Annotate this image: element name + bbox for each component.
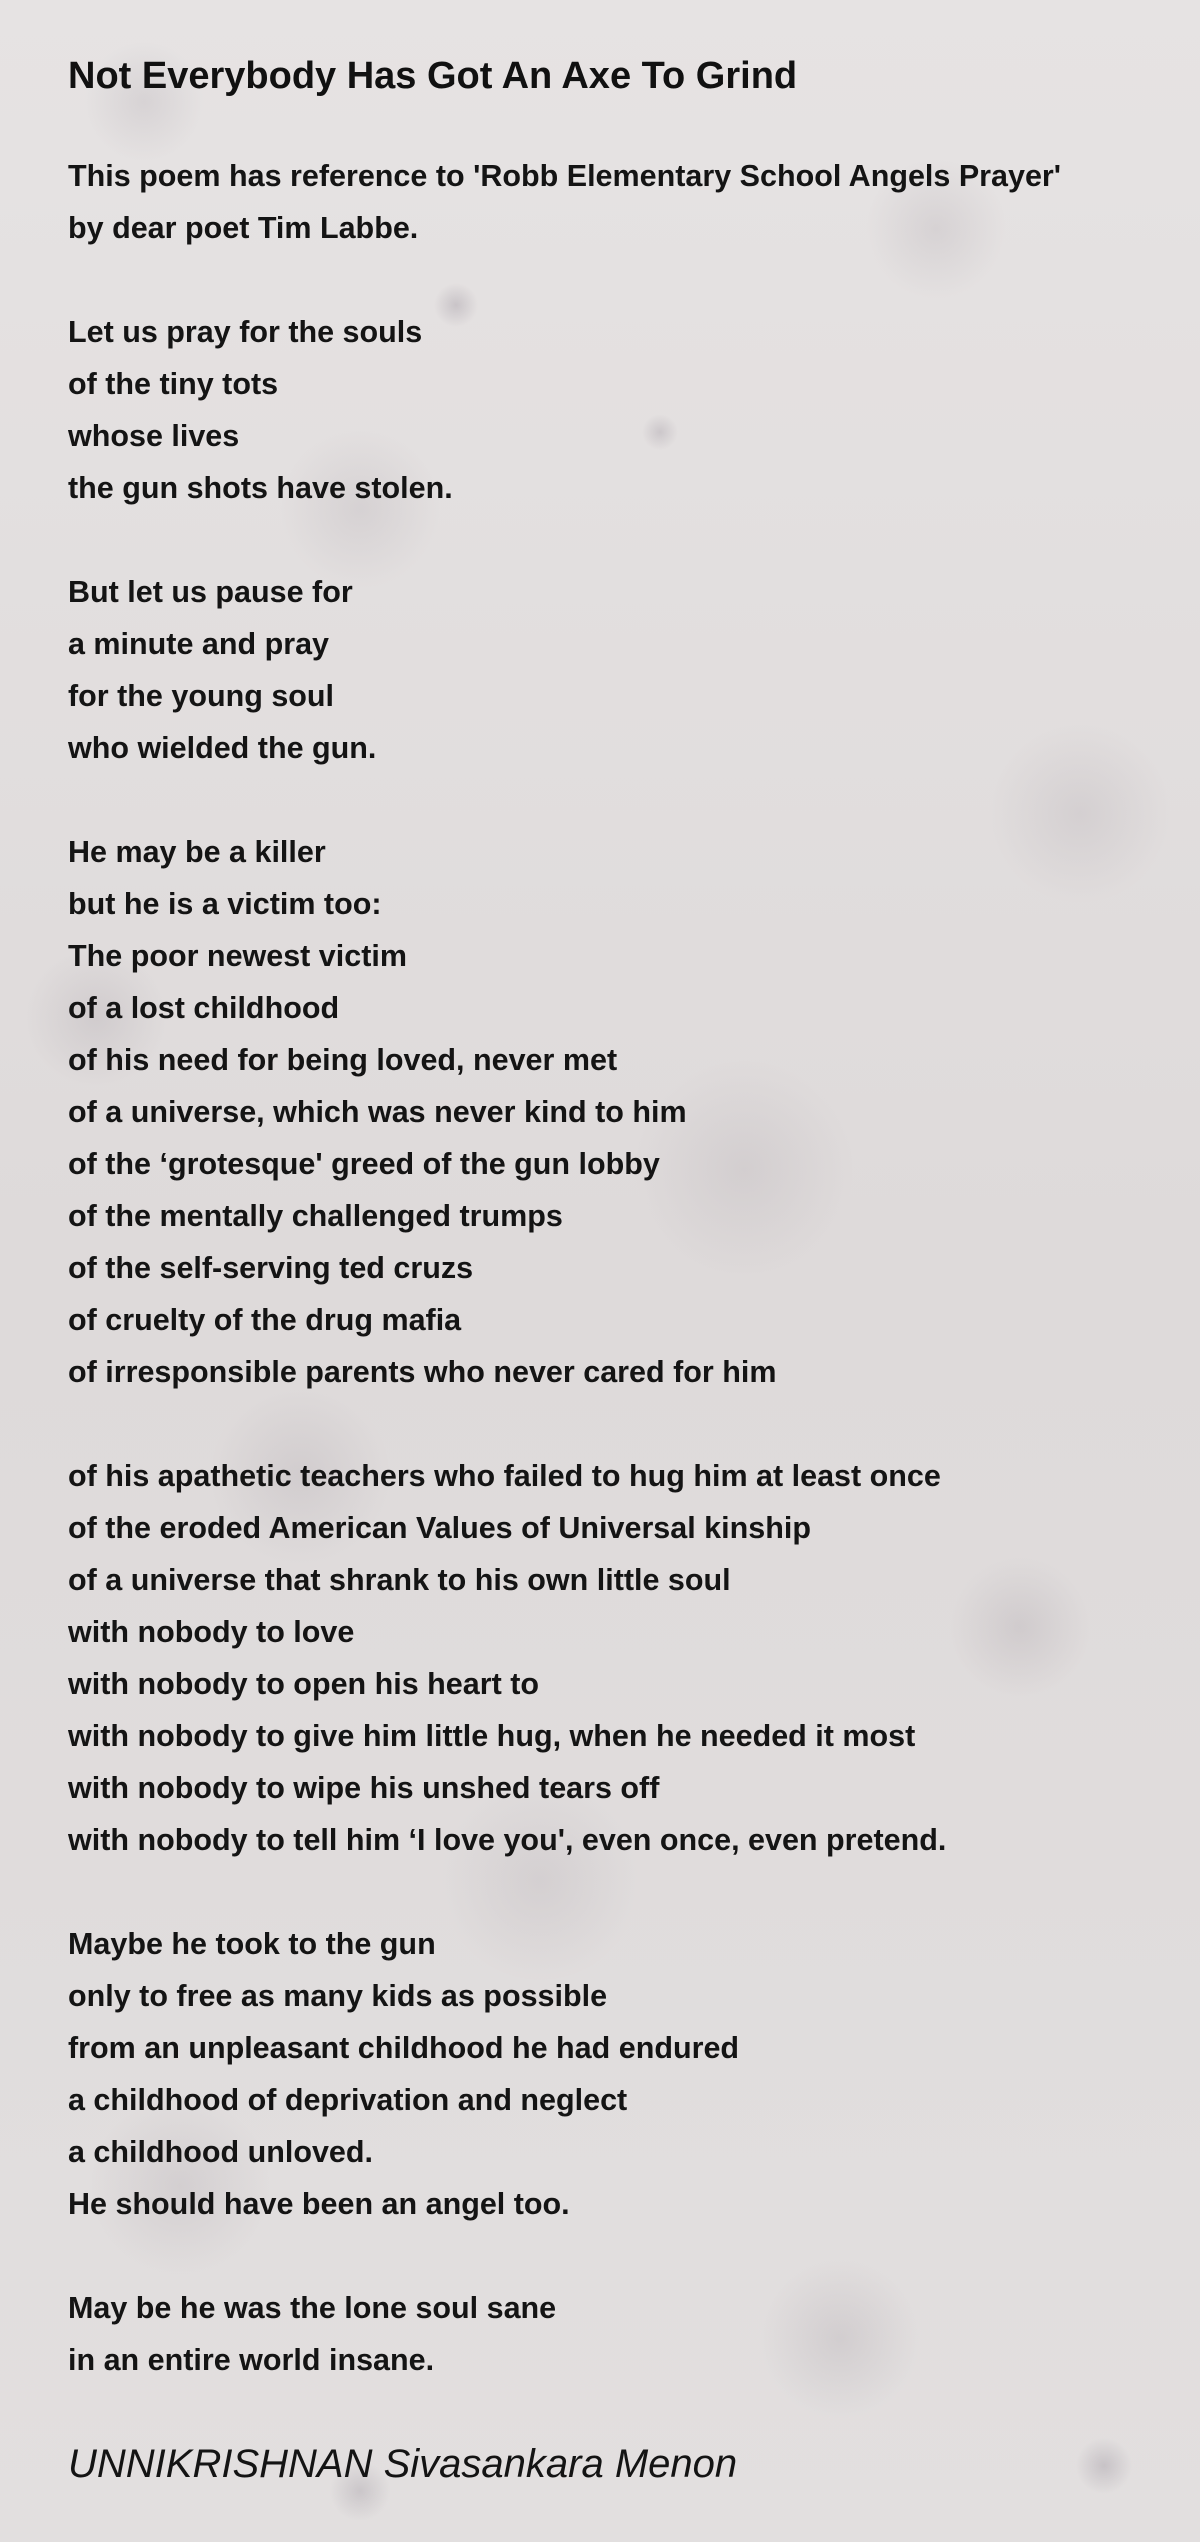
poem-line: Let us pray for the souls xyxy=(68,315,423,349)
stanza-gap xyxy=(68,2230,1168,2282)
poem-line: This poem has reference to 'Robb Elementary School Angels Prayer' xyxy=(68,159,1062,193)
poem-line: by dear poet Tim Labbe. xyxy=(68,211,419,245)
poem-line: with nobody to love xyxy=(68,1615,355,1649)
poem-line: but he is a victim too: xyxy=(68,887,382,921)
poem-line: only to free as many kids as possible xyxy=(68,1979,608,2013)
poem-body xyxy=(68,150,1168,2386)
poem-line: But let us pause for xyxy=(68,575,353,609)
poem-line: with nobody to tell him ‘I love you', even once, even pretend. xyxy=(68,1823,947,1857)
poem-author: UNNIKRISHNAN Sivasankara Menon xyxy=(68,2442,738,2486)
poem-line: of his apathetic teachers who failed to hug him at least once xyxy=(68,1459,941,1493)
poem-line: who wielded the gun. xyxy=(68,731,377,765)
poem-line: of the eroded American Values of Universal kinship xyxy=(68,1511,811,1545)
poem-line: He should have been an angel too. xyxy=(68,2187,570,2221)
poem-line: whose lives xyxy=(68,419,240,453)
poem-line: a minute and pray xyxy=(68,627,330,661)
poem-line: The poor newest victim xyxy=(68,939,407,973)
poem-line: a childhood unloved. xyxy=(68,2135,373,2169)
stanza-gap xyxy=(68,1866,1168,1918)
poem-line: of cruelty of the drug mafia xyxy=(68,1303,462,1337)
poem-line: with nobody to give him little hug, when he needed it most xyxy=(68,1719,916,1753)
poem-line: a childhood of deprivation and neglect xyxy=(68,2083,628,2117)
poem-line: with nobody to wipe his unshed tears off xyxy=(68,1771,660,1805)
poem-stanza xyxy=(68,566,1168,774)
poem-line: of the ‘grotesque' greed of the gun lobby xyxy=(68,1147,660,1181)
poem-title: Not Everybody Has Got An Axe To Grind xyxy=(68,55,798,97)
poem-stanza xyxy=(68,1450,1168,1866)
poem-line: of a universe that shrank to his own little soul xyxy=(68,1563,731,1597)
poem-line: of a lost childhood xyxy=(68,991,340,1025)
poem-line: of a universe, which was never kind to him xyxy=(68,1095,687,1129)
poem-line: He may be a killer xyxy=(68,835,326,869)
stanza-gap xyxy=(68,1398,1168,1450)
poem-line: for the young soul xyxy=(68,679,335,713)
poem-line: of the self-serving ted cruzs xyxy=(68,1251,474,1285)
poem-stanza xyxy=(68,306,1168,514)
poem-line: from an unpleasant childhood he had endured xyxy=(68,2031,740,2065)
poem-line: of the mentally challenged trumps xyxy=(68,1199,563,1233)
poem-line: with nobody to open his heart to xyxy=(68,1667,540,1701)
poem-stanza xyxy=(68,826,1168,1398)
poem-line: the gun shots have stolen. xyxy=(68,471,453,505)
poem-line: in an entire world insane. xyxy=(68,2343,435,2377)
poem-line: of his need for being loved, never met xyxy=(68,1043,618,1077)
poem-stanza xyxy=(68,2282,1168,2386)
poem-line: May be he was the lone soul sane xyxy=(68,2291,557,2325)
poem-line: of the tiny tots xyxy=(68,367,279,401)
poem-line: Maybe he took to the gun xyxy=(68,1927,436,1961)
poem-stanza xyxy=(68,1918,1168,2230)
poem-line: of irresponsible parents who never cared for him xyxy=(68,1355,777,1389)
stanza-gap xyxy=(68,774,1168,826)
poem-stanza xyxy=(68,150,1168,254)
stanza-gap xyxy=(68,254,1168,306)
stanza-gap xyxy=(68,514,1168,566)
